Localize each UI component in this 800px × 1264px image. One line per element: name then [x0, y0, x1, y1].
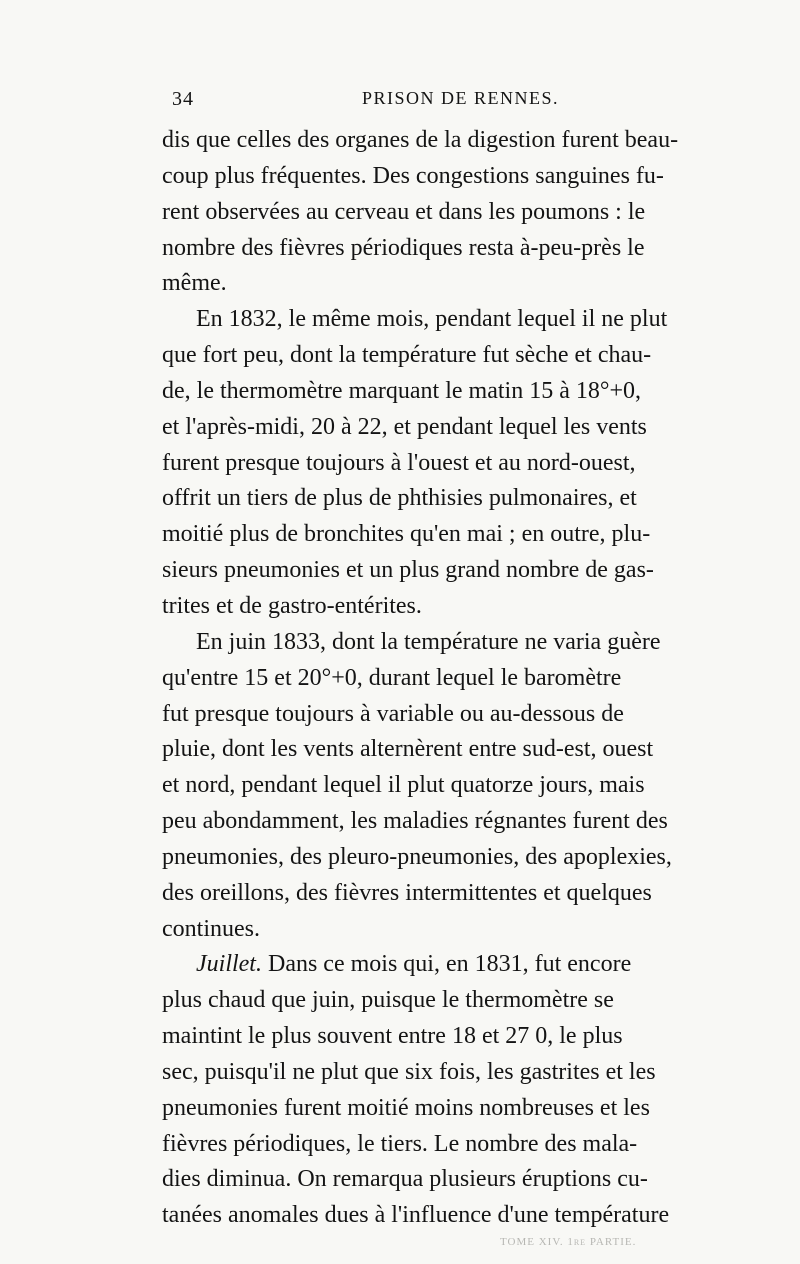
running-title: PRISON DE RENNES. — [362, 88, 560, 108]
running-head — [162, 88, 774, 118]
text-line: dis que celles des organes de la digestion furent beau- — [162, 127, 679, 153]
text-line: offrit un tiers de plus de phthisies pulmonaires, et — [162, 485, 637, 512]
paragraph-start-line: En 1832, le même mois, pendant lequel il ne plut — [196, 306, 668, 333]
text-line: sec, puisqu'il ne plut que six fois, les gastrites et les — [162, 1058, 656, 1085]
text-line: sieurs pneumonies et un plus grand nombre de gas- — [162, 557, 654, 584]
signature-mark: TOME XIV. 1re PARTIE. — [500, 1236, 637, 1248]
text-line: trites et de gastro-entérites. — [162, 592, 422, 619]
text-line: fut presque toujours à variable ou au-dessous de — [162, 700, 624, 727]
juillet-label: Juillet. — [196, 951, 262, 978]
text-line: que fort peu, dont la température fut sèche et chau- — [162, 342, 652, 369]
text-line: tanées anomales dues à l'influence d'une température — [162, 1202, 670, 1229]
text-line: furent presque toujours à l'ouest et au nord-ouest, — [162, 449, 636, 476]
text-line: et l'après-midi, 20 à 22, et pendant lequel les vents — [162, 413, 647, 440]
text-line: rent observées au cerveau et dans les poumons : le — [162, 198, 646, 225]
text-line: pneumonies, des pleuro-pneumonies, des apoplexies, — [162, 843, 672, 870]
text-line: plus chaud que juin, puisque le thermomètre se — [162, 987, 614, 1014]
text-line: même. — [162, 270, 227, 297]
text-line: qu'entre 15 et 20°+0, durant lequel le baromètre — [162, 664, 622, 691]
text-line: de, le thermomètre marquant le matin 15 à 18°+0, — [162, 377, 641, 404]
text-line: coup plus fréquentes. Des congestions sanguines fu- — [162, 162, 664, 189]
text-line: pneumonies furent moitié moins nombreuses et les — [162, 1094, 650, 1121]
text-line: et nord, pendant lequel il plut quatorze jours, mais — [162, 772, 645, 799]
paragraph-start-line: En juin 1833, dont la température ne varia guère — [196, 628, 661, 655]
text-line-rest: Dans ce mois qui, en 1831, fut encore — [267, 951, 632, 978]
text-line: maintint le plus souvent entre 18 et 27 0, le plus — [162, 1023, 623, 1050]
text-line: pluie, dont les vents alternèrent entre sud-est, ouest — [162, 736, 654, 763]
text-line: continues. — [162, 915, 260, 942]
text-line: des oreillons, des fièvres intermittentes et quelques — [162, 879, 652, 906]
text-line: nombre des fièvres périodiques resta à-peu-près le — [162, 234, 645, 261]
body-text — [162, 123, 774, 1234]
text-line: moitié plus de bronchites qu'en mai ; en outre, plu- — [162, 521, 651, 548]
text-line: fièvres périodiques, le tiers. Le nombre des mala- — [162, 1130, 638, 1157]
paragraph-start-line — [162, 947, 774, 983]
text-line: peu abondamment, les maladies régnantes furent des — [162, 808, 668, 835]
text-line: dies diminua. On remarqua plusieurs éruptions cu- — [162, 1166, 648, 1193]
page-number: 34 — [172, 88, 194, 110]
